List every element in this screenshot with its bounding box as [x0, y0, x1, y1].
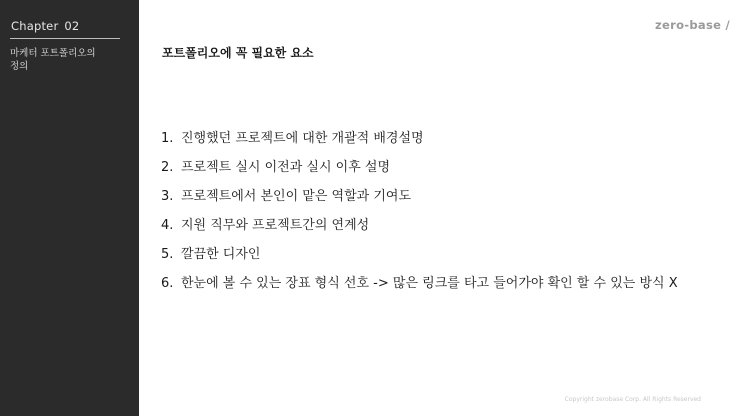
sidebar [0, 0, 139, 416]
list-item-number: 3. [161, 189, 174, 204]
chapter-text: Chapter [11, 19, 59, 33]
chapter-label [11, 19, 79, 33]
list-item-text: 진행했던 프로젝트에 대한 개괄적 배경설명 [181, 131, 424, 146]
list-item-text: 프로젝트에서 본인이 맡은 역할과 기여도 [181, 189, 412, 204]
list-item-number: 6. [161, 276, 174, 291]
list-item [161, 272, 678, 301]
sidebar-divider [10, 38, 120, 39]
list-item [161, 243, 678, 272]
requirements-list [161, 127, 678, 301]
chapter-number: 02 [64, 19, 80, 33]
list-item-number: 2. [161, 160, 174, 175]
list-item-number: 5. [161, 247, 174, 262]
copyright-footer: Copyright zerobase Corp. All Rights Reserved [564, 396, 701, 403]
list-item-number: 4. [161, 218, 174, 233]
section-title: 마케터 포트폴리오의 정의 [10, 48, 96, 72]
brand-logo: zero-base / [655, 18, 730, 32]
list-item-text: 깔끔한 디자인 [181, 247, 261, 262]
list-item-text: 한눈에 볼 수 있는 장표 형식 선호 -> 많은 링크를 타고 들어가야 확인 할 수 있는 방식 X [181, 276, 678, 291]
list-item [161, 214, 678, 243]
list-item [161, 127, 678, 156]
list-item-number: 1. [161, 131, 174, 146]
main-content [139, 0, 743, 416]
list-item [161, 156, 678, 185]
list-item-text: 프로젝트 실시 이전과 실시 이후 설명 [181, 160, 391, 175]
list-item-text: 지원 직무와 프로젝트간의 연계성 [181, 218, 370, 233]
list-item [161, 185, 678, 214]
page-title: 포트폴리오에 꼭 필요한 요소 [162, 46, 314, 60]
